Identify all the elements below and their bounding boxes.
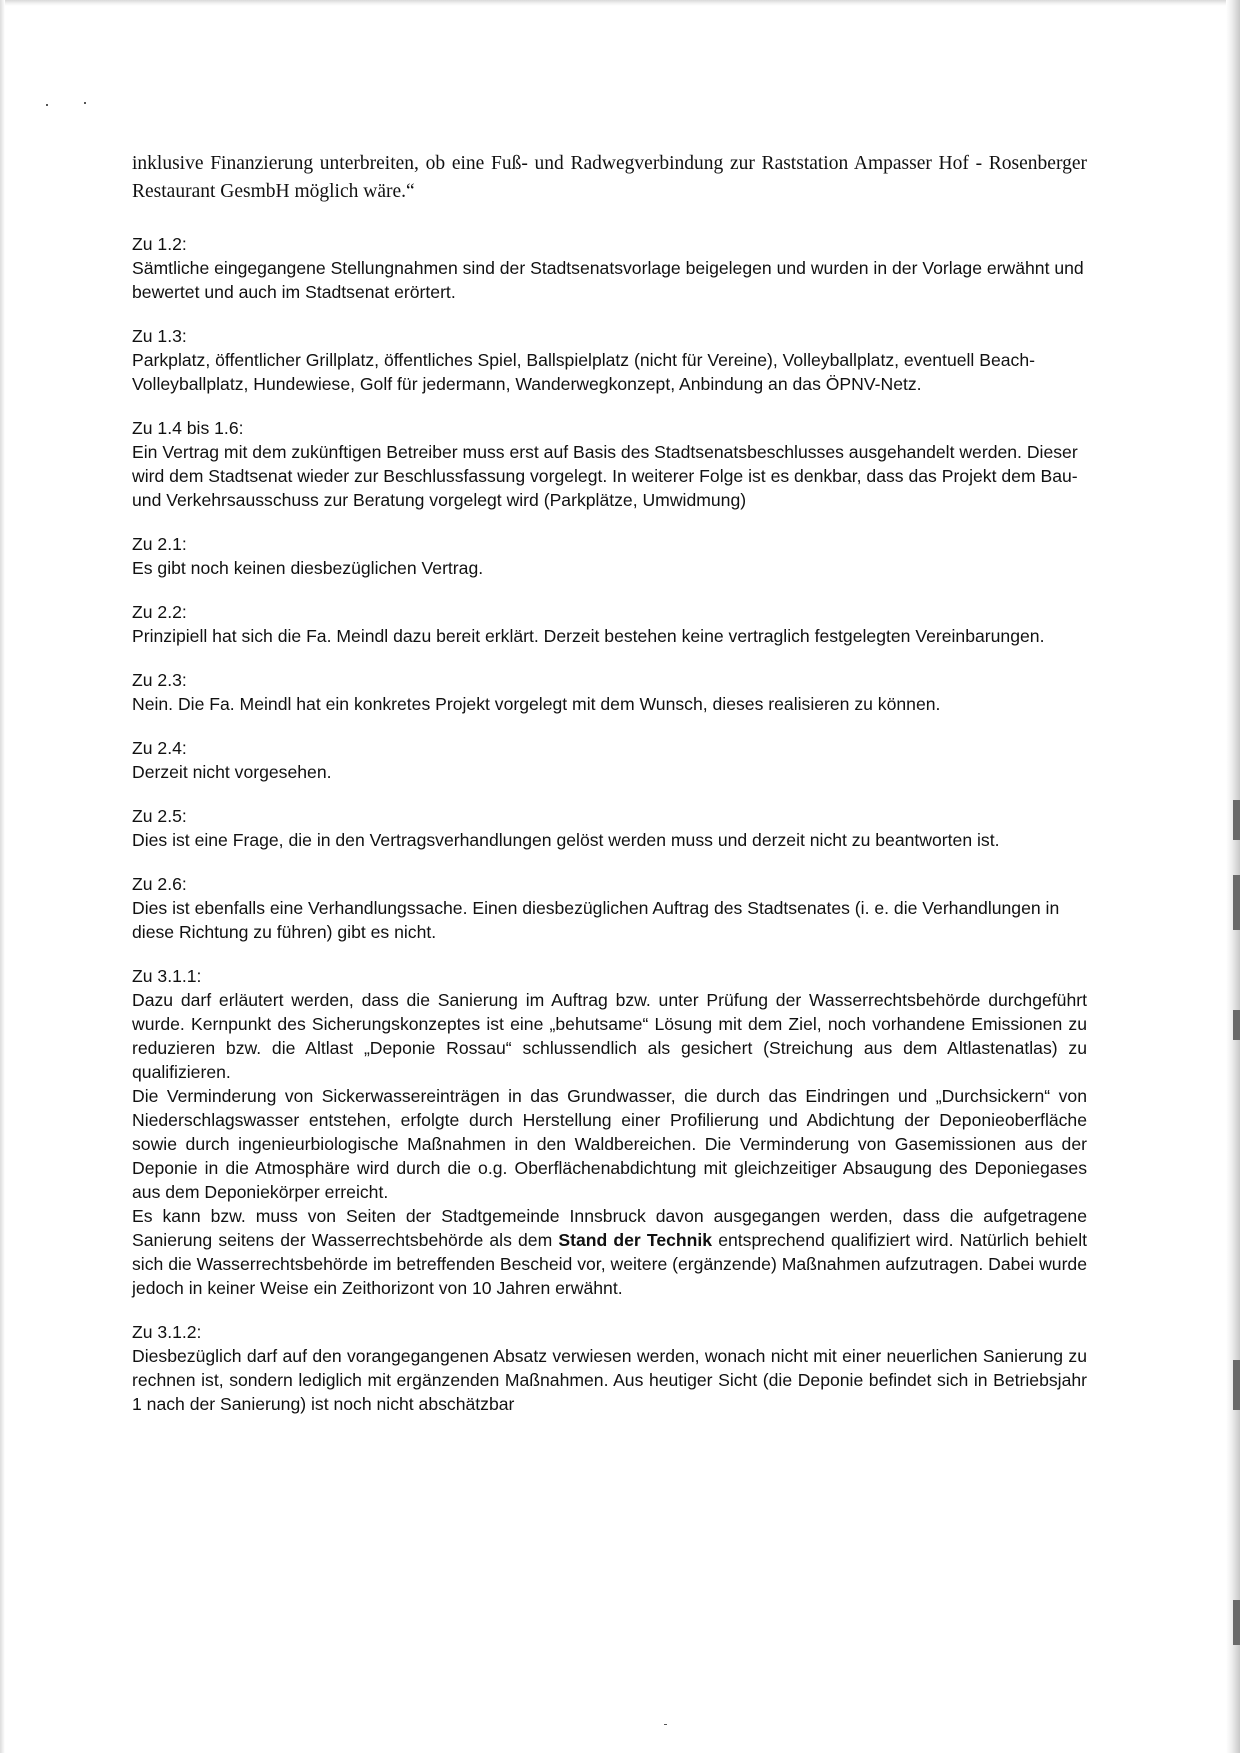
section-heading: Zu 1.4 bis 1.6: — [132, 418, 244, 438]
document-body — [132, 150, 1087, 1436]
section-paragraph: Derzeit nicht vorgesehen. — [132, 762, 332, 782]
text-run: Es kann bzw. muss von Seiten der Stadtgemeinde Innsbruck davon ausgegangen werden, dass die aufgetragene Sanierung seitens der Wasserrechtsbehörde als dem — [132, 1206, 1087, 1250]
section-heading: Zu 1.2: — [132, 234, 187, 254]
scan-speck — [84, 102, 86, 104]
section-paragraph: Nein. Die Fa. Meindl hat ein konkretes Projekt vorgelegt mit dem Wunsch, dieses realisieren zu können. — [132, 694, 941, 714]
section-1-3 — [132, 324, 1087, 396]
section-heading: Zu 2.6: — [132, 874, 187, 894]
section-2-5 — [132, 804, 1087, 852]
section-paragraph: Ein Vertrag mit dem zukünftigen Betreiber muss erst auf Basis des Stadtsenatsbeschlusses ausgehandelt werden. Dieser wird dem Stadtsenat wieder zur Beschlussfassung vorgelegt. In weiterer Folge ist es denkbar, dass das Projekt dem Bau- und Verkehrsausschuss zur Beratung vorgelegt wird (Parkplätze, Umwidmung) — [132, 442, 1078, 510]
section-paragraph: Diesbezüglich darf auf den vorangegangenen Absatz verwiesen werden, wonach nicht mit einer neuerlichen Sanierung zu rechnen ist, sondern lediglich mit ergänzenden Maßnahmen. Aus heutiger Sicht (die Deponie befindet sich in Betriebsjahr 1 nach der Sanierung) ist noch nicht abschätzbar — [132, 1346, 1087, 1414]
section-paragraph: Parkplatz, öffentlicher Grillplatz, öffentliches Spiel, Ballspielplatz (nicht für Vereine), Volleyballplatz, eventuell Beach-Volleyballplatz, Hundewiese, Golf für jedermann, Wanderwegkonzept, Anbindung an das ÖPNV-Netz. — [132, 350, 1035, 394]
text-run: entsprechend qualifiziert wird. Natürlich behielt sich die Wasserrechtsbehörde im betreffenden Bescheid vor, weitere (ergänzende) Maßnahmen aufzutragen. Dabei wurde jedoch in keiner Weise ein Zeithorizont von 10 Jahren erwähnt. — [132, 1230, 1087, 1298]
section-2-6 — [132, 872, 1087, 944]
section-paragraph: Dies ist ebenfalls eine Verhandlungssache. Einen diesbezüglichen Auftrag des Stadtsenates (i. e. die Verhandlungen in diese Richtung zu führen) gibt es nicht. — [132, 898, 1060, 942]
section-1-4-bis-1-6 — [132, 416, 1087, 512]
section-paragraph: Die Verminderung von Sickerwassereinträgen in das Grundwasser, die durch das Eindringen und „Durchsickern“ von Niederschlagswasser entstehen, erfolgte durch Herstellung einer Profilierung und Abdichtung der Deponieoberfläche sowie durch ingenieurbiologische Maßnahmen in den Waldbereichen. Die Verminderung von Gasemissionen aus der Deponie in die Atmosphäre wird durch die o.g. Oberflächenabdichtung mit gleichzeitiger Absaugung des Deponiegases aus dem Deponiekörper erreicht. — [132, 1086, 1087, 1202]
intro-paragraph: inklusive Finanzierung unterbreiten, ob eine Fuß- und Radwegverbindung zur Raststation Ampasser Hof - Rosenberger Restaurant GesmbH möglich wäre.“ — [132, 153, 1087, 202]
section-2-1 — [132, 532, 1087, 580]
section-heading: Zu 2.4: — [132, 738, 187, 758]
section-paragraph: Dazu darf erläutert werden, dass die Sanierung im Auftrag bzw. unter Prüfung der Wasserrechtsbehörde durchgeführt wurde. Kernpunkt des Sicherungskonzeptes ist eine „behutsame“ Lösung mit dem Ziel, noch vorhandene Emissionen zu reduzieren bzw. die Altlast „Deponie Rossau“ schlussendlich als gesichert (Streichung aus dem Altlastenatlas) zu qualifizieren. — [132, 990, 1087, 1082]
scan-edge-left — [0, 0, 5, 1753]
scan-speck — [664, 1724, 667, 1725]
section-paragraph: Es gibt noch keinen diesbezüglichen Vertrag. — [132, 558, 484, 578]
section-heading: Zu 2.1: — [132, 534, 187, 554]
section-heading: Zu 2.5: — [132, 806, 187, 826]
section-heading: Zu 2.2: — [132, 602, 187, 622]
section-paragraph: Dies ist eine Frage, die in den Vertragsverhandlungen gelöst werden muss und derzeit nicht zu beantworten ist. — [132, 830, 1000, 850]
section-heading: Zu 3.1.1: — [132, 966, 202, 986]
section-heading: Zu 3.1.2: — [132, 1322, 202, 1342]
section-2-4 — [132, 736, 1087, 784]
section-2-3 — [132, 668, 1087, 716]
scan-edge-right — [1226, 0, 1240, 1753]
bold-term: Stand der Technik — [558, 1230, 713, 1250]
section-heading: Zu 2.3: — [132, 670, 187, 690]
section-paragraph — [132, 1204, 1087, 1300]
scan-edge-top — [0, 0, 1240, 6]
section-1-2 — [132, 232, 1087, 304]
section-2-2 — [132, 600, 1087, 648]
scan-speck — [46, 104, 48, 106]
section-paragraph: Prinzipiell hat sich die Fa. Meindl dazu bereit erklärt. Derzeit bestehen keine vertraglich festgelegten Vereinbarungen. — [132, 626, 1045, 646]
section-3-1-1 — [132, 964, 1087, 1300]
section-paragraph: Sämtliche eingegangene Stellungnahmen sind der Stadtsenatsvorlage beigelegen und wurden in der Vorlage erwähnt und bewertet und auch im Stadtsenat erörtert. — [132, 258, 1084, 302]
section-heading: Zu 1.3: — [132, 326, 187, 346]
section-3-1-2 — [132, 1320, 1087, 1416]
